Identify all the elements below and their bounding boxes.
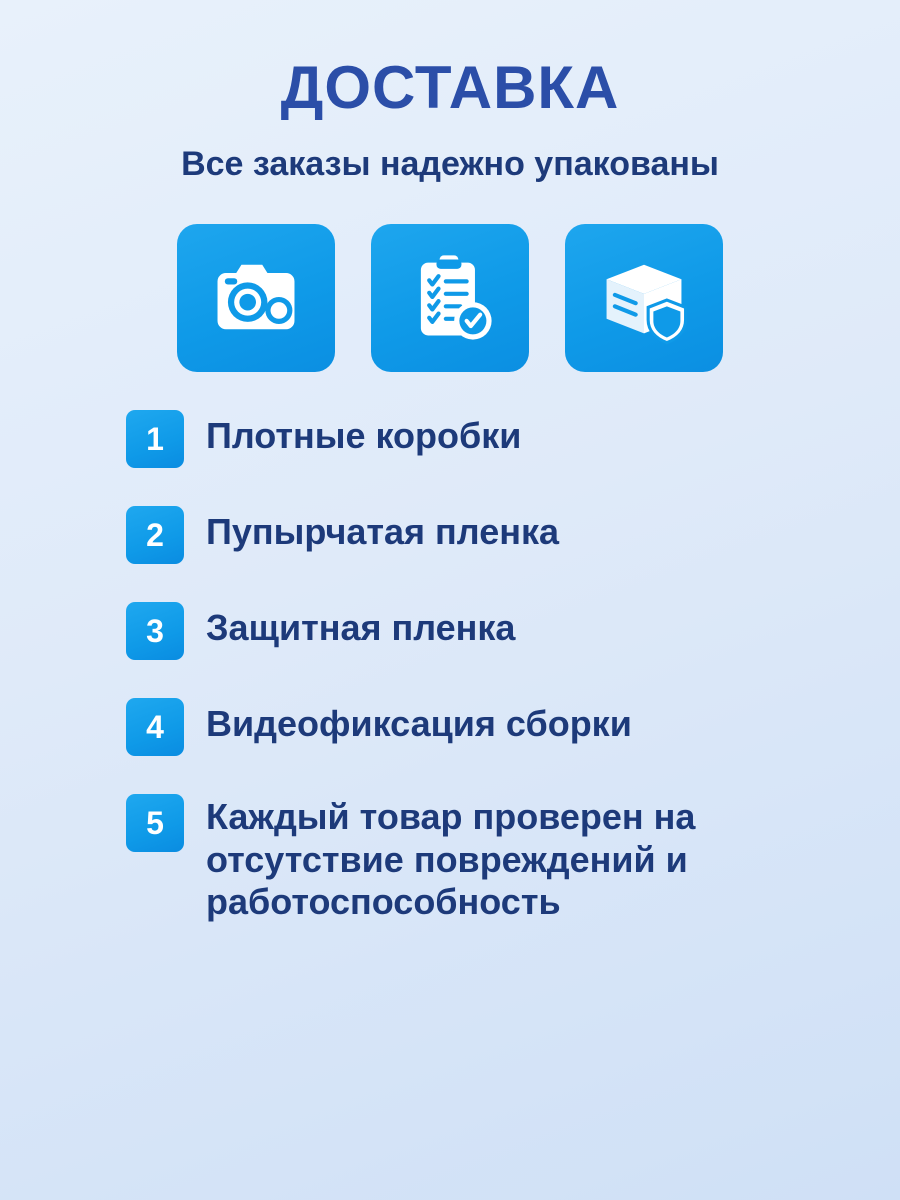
step-number-badge: 1 <box>126 410 184 468</box>
step-label: Видеофиксация сборки <box>206 703 632 745</box>
page-subtitle: Все заказы надежно упакованы <box>181 145 719 183</box>
step-number-badge: 4 <box>126 698 184 756</box>
step-label: Пупырчатая пленка <box>206 511 560 553</box>
camera-icon <box>204 246 308 350</box>
list-item <box>126 506 830 564</box>
step-number-badge: 2 <box>126 506 184 564</box>
packaging-steps-list <box>70 410 830 961</box>
page-title: ДОСТАВКА <box>280 54 620 121</box>
step-label: Каждый товар проверен на отсутствие повреждений и работоспособность <box>206 796 696 923</box>
list-item <box>126 602 830 660</box>
icon-tile-package <box>565 224 723 372</box>
step-label: Плотные коробки <box>206 415 522 457</box>
package-shield-icon <box>592 246 696 350</box>
step-label: Защитная пленка <box>206 607 516 649</box>
feature-icons-row <box>177 224 723 372</box>
step-number-badge: 3 <box>126 602 184 660</box>
list-item <box>126 698 830 756</box>
clipboard-check-icon <box>398 246 502 350</box>
icon-tile-camera <box>177 224 335 372</box>
list-item <box>126 794 830 923</box>
icon-tile-checklist <box>371 224 529 372</box>
step-number-badge: 5 <box>126 794 184 852</box>
list-item <box>126 410 830 468</box>
